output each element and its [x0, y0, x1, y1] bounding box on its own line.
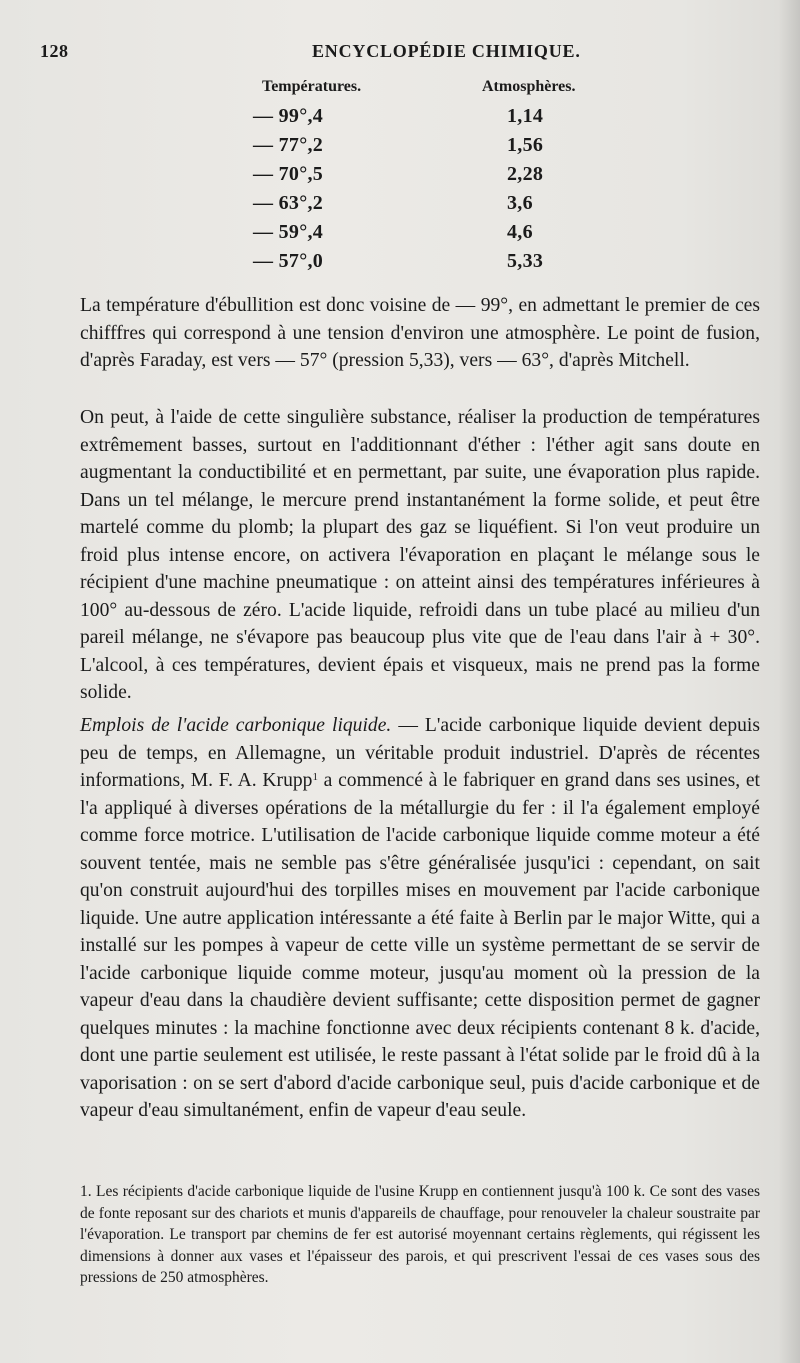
atmosphere-value: 1,56	[507, 134, 544, 156]
pressure-table	[0, 78, 800, 288]
temperature-column-header: Températures.	[262, 78, 362, 95]
paragraph	[80, 712, 760, 1125]
paragraph: La température d'ébullition est donc voisine de — 99°, en admettant le premier de ces chifffres qui correspond à une tension d'environ une atmosphère. Le point de fusion, d'après Faraday, est vers — 57° (pression 5,33), vers — 63°, d'après Mitchell.	[80, 295, 760, 371]
paragraph: On peut, à l'aide de cette singulière substance, réaliser la production de températures extrêmement basses, surtout en l'additionnant d'éther : l'éther agit sans doute en augmentant la conductibilité et en permettant, par suite, une évaporation plus rapide. Dans un tel mélange, le mercure prend instantanément la forme solide, et peut être martelé comme du plomb; la plupart des gaz se liquéfient. Si l'on veut produire un froid plus intense encore, on activera l'évaporation en plaçant le mélange sous le récipient d'une machine pneumatique : on atteint ainsi des températures inférieures à 100° au-dessous de zéro. L'acide liquide, refroidi dans un tube placé au milieu d'un pareil mélange, ne s'évapore pas beaucoup plus vite que de l'eau dans l'air à + 30°. L'alcool, à ces températures, devient épais et visqueux, mais ne prend pas la forme solide.	[80, 407, 760, 703]
atmosphere-value: 2,28	[507, 163, 544, 185]
running-title: ENCYCLOPÉDIE CHIMIQUE.	[312, 41, 581, 61]
page-number: 128	[40, 41, 69, 61]
temperature-value: — 70°,5	[253, 163, 324, 185]
temperature-value: — 63°,2	[253, 192, 324, 214]
paragraph-text: a commencé à le fabriquer en grand dans ses usines, et l'a appliqué à diverses opérations de la métallurgie du fer : il l'a également employé comme force motrice. L'utilisation de l'acide carbonique liquide comme moteur a été souvent tentée, mais ne semble pas s'être généralisée jusqu'ici : cependant, on sait qu'on construit aujourd'hui des torpilles mises en mouvement par l'acide carbonique liquide. Une autre application intéressante a été faite à Berlin par le major Witte, qui a installé sur les pompes à vapeur de cette ville un système permettant de se servir de l'acide carbonique liquide comme moteur, jusqu'au moment où la pression de la vapeur d'eau dans la chaudière devient suffisante; cette disposition permet de gagner quelques minutes : la machine fonctionne avec deux récipients contenant 8 k. d'acide, dont une partie seulement est utilisée, le reste passant à l'état solide par le froid dû à la vaporisation : on se sert d'abord d'acide carbonique seul, puis d'acide carbonique et de vapeur d'eau simultanément, enfin de vapeur d'eau seule.	[80, 770, 761, 1121]
table-row	[0, 192, 800, 220]
table-row	[0, 250, 800, 278]
table-row	[0, 221, 800, 249]
atmosphere-value: 5,33	[507, 250, 544, 272]
atmosphere-value: 1,14	[507, 105, 544, 127]
footnote: 1. Les récipients d'acide carbonique liquide de l'usine Krupp en contiennent jusqu'à 100 k. Ce sont des vases de fonte reposant sur des chariots et munis d'appareils de chauffage, pour renouveler la chaleur soustraite par l'évaporation. Le transport par chemins de fer est autorisé moyennant certains règlements, qui régissent les dimensions à donner aux vases et l'épaisseur des parois, et qui prescrivent l'essai de ces vases sous des pressions de 250 atmosphères.	[80, 1183, 760, 1287]
temperature-value: — 77°,2	[253, 134, 324, 156]
temperature-value: — 99°,4	[253, 105, 324, 127]
atmosphere-value: 4,6	[507, 221, 533, 243]
paragraph-text: — L'acide carbonique liquide devient depuis peu de temps, en Allemagne, un véritable produit industriel. D'après de récentes informations, M. F. A. Krupp	[80, 715, 760, 791]
temperature-value: — 59°,4	[253, 221, 324, 243]
table-row	[0, 134, 800, 162]
atmosphere-column-header: Atmosphères.	[482, 78, 576, 95]
footnote-marker: 1	[312, 771, 318, 783]
atmosphere-value: 3,6	[507, 192, 533, 214]
table-row	[0, 105, 800, 133]
page-header	[40, 41, 760, 65]
table-row	[0, 163, 800, 191]
section-heading-inline: Emplois de l'acide carbonique liquide.	[80, 715, 392, 736]
temperature-value: — 57°,0	[253, 250, 324, 272]
